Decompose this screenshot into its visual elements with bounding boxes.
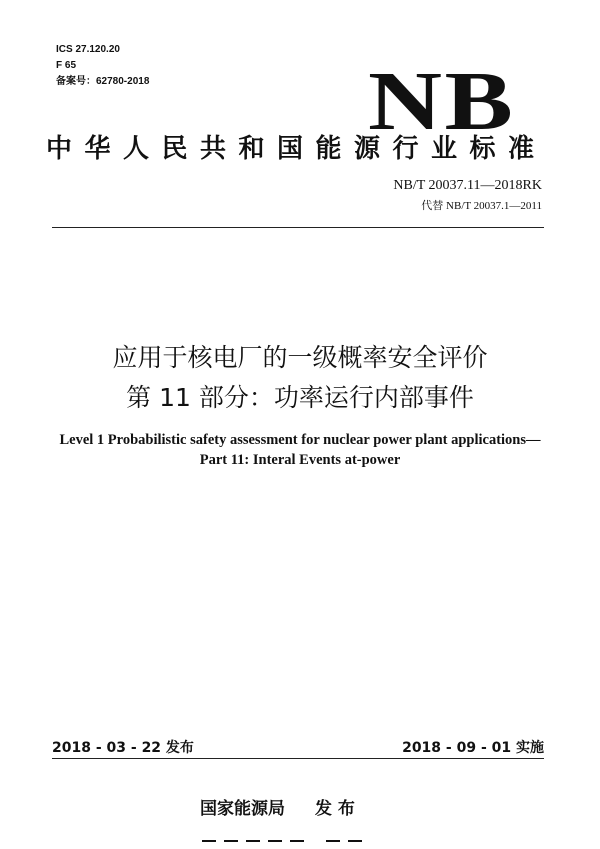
ics-code: ICS 27.120.20 xyxy=(56,44,120,55)
standard-category-title: 中华人民共和国能源行业标准 xyxy=(46,134,547,164)
implementation-date: 2018 - 09 - 01 实施 xyxy=(402,740,544,756)
chinese-title-line-2: 第 11 部分：功率运行内部事件 xyxy=(126,383,474,412)
filing-number: 备案号：62780-2018 xyxy=(56,76,150,87)
standard-number: NB/T 20037.11—2018RK xyxy=(393,178,542,193)
header-divider xyxy=(52,227,544,228)
footer-divider xyxy=(52,758,544,759)
english-title-line-1: Level 1 Probabilistic safety assessment for nuclear power plant applications— xyxy=(59,432,541,448)
classification-block xyxy=(56,42,149,90)
nb-logo: NB xyxy=(368,55,516,148)
publish-action: 发 布 xyxy=(315,799,355,819)
publisher-line xyxy=(200,794,355,819)
cropped-second-publisher xyxy=(200,840,400,849)
replaces-standard: 代替 NB/T 20037.1—2011 xyxy=(421,200,542,212)
publisher-name: 国家能源局 xyxy=(200,799,285,819)
ccs-code: F 65 xyxy=(56,60,77,71)
chinese-title-line-1: 应用于核电厂的一级概率安全评价 xyxy=(112,343,488,372)
issue-date: 2018 - 03 - 22 发布 xyxy=(52,740,194,756)
english-title-line-2: Part 11: Interal Events at-power xyxy=(199,452,401,468)
